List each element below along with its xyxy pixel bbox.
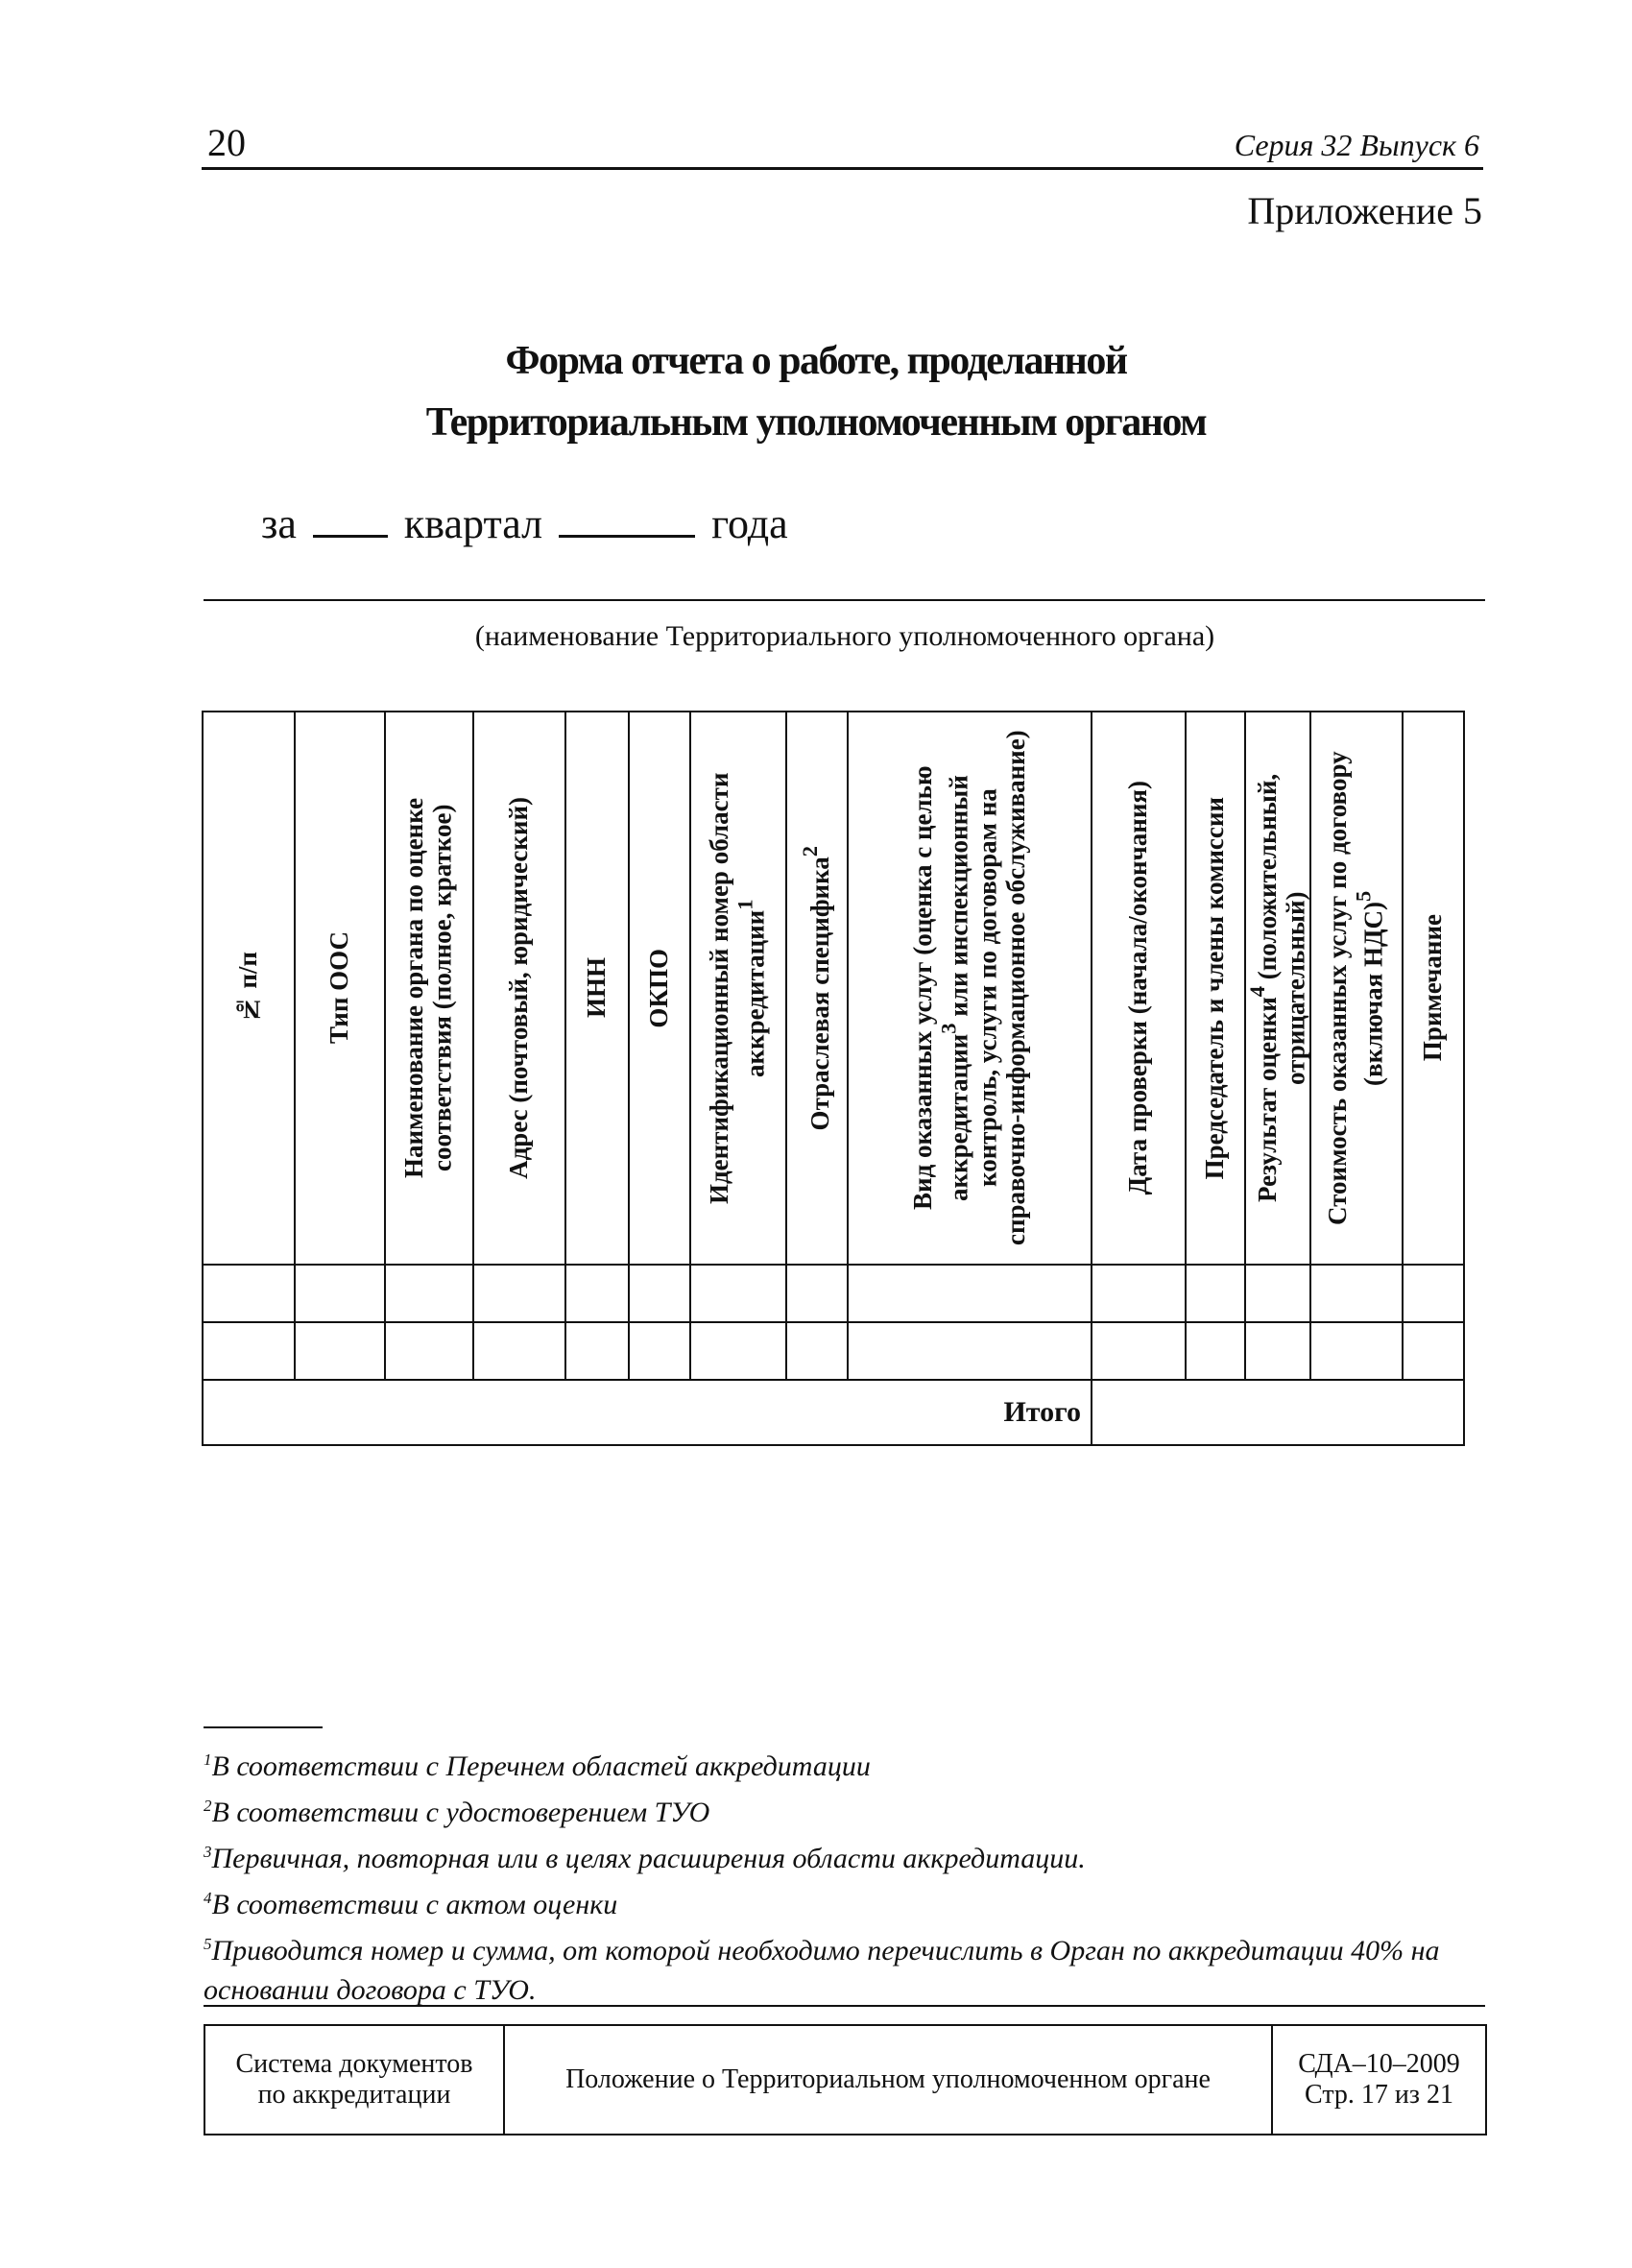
table-cell bbox=[848, 1265, 1092, 1322]
footer-system-cell bbox=[204, 2025, 504, 2135]
footer-page-info: Стр. 17 из 21 bbox=[1305, 2080, 1453, 2110]
footnote-item bbox=[204, 1740, 1480, 1786]
col-header-number bbox=[203, 712, 295, 1265]
col-header-notes bbox=[1403, 712, 1464, 1265]
table-cell bbox=[786, 1265, 848, 1322]
col-header-oos-type bbox=[295, 712, 385, 1265]
table-cell bbox=[1245, 1322, 1310, 1380]
series-label: Серия 32 Выпуск 6 bbox=[1234, 128, 1479, 162]
page-header bbox=[202, 113, 1483, 170]
footer-row bbox=[204, 2025, 1486, 2135]
footer-document-title: Положение о Территориальном уполномоченном органе bbox=[504, 2025, 1272, 2135]
table-cell bbox=[1403, 1265, 1464, 1322]
footer-system-line-2: по аккредитации bbox=[257, 2080, 451, 2110]
org-name-line bbox=[204, 599, 1485, 601]
col-header-cost bbox=[1310, 712, 1403, 1265]
table-cell bbox=[1092, 1265, 1186, 1322]
footnote-number: 1 bbox=[204, 1750, 212, 1769]
footer-system-line-1: Система документов bbox=[235, 2049, 473, 2079]
table-cell bbox=[203, 1265, 295, 1322]
table-cell bbox=[295, 1265, 385, 1322]
report-table bbox=[202, 711, 1465, 1446]
table-cell bbox=[1186, 1322, 1245, 1380]
footnotes bbox=[204, 1740, 1480, 2010]
table-cell bbox=[565, 1265, 629, 1322]
table-cell bbox=[385, 1322, 473, 1380]
col-header-okpo bbox=[629, 712, 690, 1265]
table-row bbox=[203, 1265, 1464, 1322]
period-prefix: за bbox=[261, 500, 297, 547]
table-cell bbox=[786, 1322, 848, 1380]
title-line-1: Форма отчета о работе, проделанной bbox=[505, 339, 1127, 383]
col-header-inn bbox=[565, 712, 629, 1265]
total-label: Итого bbox=[203, 1380, 1092, 1445]
footer-doc-code: СДА–10–2009 bbox=[1298, 2049, 1460, 2079]
footnote-separator bbox=[204, 1726, 323, 1728]
col-header-oos-type-label: Тип ООС bbox=[324, 931, 354, 1045]
col-header-industry bbox=[786, 712, 848, 1265]
period-line bbox=[261, 499, 788, 548]
footnote-ref-4: 4 bbox=[1245, 986, 1269, 998]
footnote-item bbox=[204, 1832, 1480, 1878]
footnote-text: В соответствии с актом оценки bbox=[211, 1889, 618, 1920]
col-header-body-name bbox=[385, 712, 473, 1265]
table-cell bbox=[295, 1322, 385, 1380]
footnote-ref-2: 2 bbox=[798, 845, 823, 857]
table-cell bbox=[629, 1322, 690, 1380]
footnote-item bbox=[204, 1878, 1480, 1924]
col-header-inspection-date-label: Дата проверки (начала/окончания) bbox=[1123, 781, 1153, 1195]
footer-table bbox=[204, 2024, 1487, 2135]
footnote-number: 3 bbox=[204, 1843, 212, 1861]
col-header-notes-label: Примечание bbox=[1418, 914, 1448, 1062]
period-suffix: года bbox=[711, 500, 788, 547]
col-header-service-type bbox=[848, 712, 1092, 1265]
footnote-ref-5: 5 bbox=[1352, 890, 1376, 902]
footnote-text: В соответствии с удостоверением ТУО bbox=[211, 1797, 710, 1828]
col-header-accreditation-id bbox=[690, 712, 786, 1265]
table-cell bbox=[565, 1322, 629, 1380]
table-cell bbox=[1092, 1322, 1186, 1380]
footnote-number: 2 bbox=[204, 1797, 212, 1815]
org-name-caption: (наименование Территориального уполномоченного органа) bbox=[474, 620, 1215, 652]
table-cell bbox=[1245, 1265, 1310, 1322]
table-cell bbox=[1186, 1265, 1245, 1322]
table-cell bbox=[203, 1322, 295, 1380]
col-header-cost-label: Стоимость оказанных услуг по договору (включая НДС) bbox=[1323, 751, 1388, 1225]
table-cell bbox=[848, 1322, 1092, 1380]
title-line-2: Территориальным уполномоченным органом bbox=[425, 400, 1207, 445]
table-cell bbox=[1403, 1322, 1464, 1380]
col-header-service-type-label-b: или инспекционный контроль, услуги по договорам на справочно-информационное обслуживание) bbox=[944, 730, 1030, 1246]
col-header-okpo-label: ОКПО bbox=[644, 948, 674, 1028]
table-cell bbox=[690, 1265, 786, 1322]
col-header-number-label: № п/п bbox=[233, 952, 263, 1025]
table-row bbox=[203, 1322, 1464, 1380]
footnote-text: В соответствии с Перечнем областей аккредитации bbox=[211, 1750, 871, 1782]
footnote-number: 4 bbox=[204, 1889, 212, 1907]
col-header-result bbox=[1245, 712, 1310, 1265]
footer-separator bbox=[204, 2005, 1485, 2007]
footnote-ref-1: 1 bbox=[733, 899, 757, 910]
footer-doc-code-cell bbox=[1272, 2025, 1486, 2135]
col-header-result-label-b: (положительный, отрицательный) bbox=[1253, 773, 1310, 1085]
col-header-address-label: Адрес (почтовый, юридический) bbox=[504, 797, 534, 1179]
table-cell bbox=[629, 1265, 690, 1322]
table-cell bbox=[1310, 1322, 1403, 1380]
table-cell bbox=[385, 1265, 473, 1322]
table-cell bbox=[1310, 1265, 1403, 1322]
total-row bbox=[203, 1380, 1464, 1445]
footnote-ref-3: 3 bbox=[936, 1023, 961, 1034]
footnote-item bbox=[204, 1786, 1480, 1832]
table-cell bbox=[690, 1322, 786, 1380]
table-header-row bbox=[203, 712, 1464, 1265]
col-header-result-label-a: Результат оценки bbox=[1253, 997, 1282, 1203]
year-blank bbox=[559, 502, 695, 538]
col-header-commission bbox=[1186, 712, 1245, 1265]
col-header-inn-label: ИНН bbox=[582, 957, 612, 1019]
quarter-blank bbox=[313, 502, 388, 538]
footnote-number: 5 bbox=[204, 1935, 212, 1953]
table-cell bbox=[473, 1265, 565, 1322]
col-header-address bbox=[473, 712, 565, 1265]
col-header-service-type-label-a: Вид оказанных услуг (оценка с целью аккредитации bbox=[907, 765, 973, 1211]
table-cell bbox=[473, 1322, 565, 1380]
col-header-inspection-date bbox=[1092, 712, 1186, 1265]
footnote-text: Первичная, повторная или в целях расширения области аккредитации. bbox=[211, 1843, 1086, 1874]
period-middle: квартал bbox=[403, 500, 543, 547]
appendix-label: Приложение 5 bbox=[1247, 189, 1482, 232]
footnote-item bbox=[204, 1924, 1480, 2010]
col-header-industry-label: Отраслевая специфика bbox=[805, 857, 835, 1131]
page-number: 20 bbox=[207, 121, 246, 164]
col-header-commission-label: Председатель и члены комиссии bbox=[1200, 796, 1230, 1180]
total-value-cell bbox=[1092, 1380, 1464, 1445]
col-header-body-name-label: Наименование органа по оценке соответствия (полное, краткое) bbox=[399, 797, 457, 1179]
col-header-accreditation-id-label: Идентификационный номер области аккредитации bbox=[705, 772, 770, 1204]
footnote-text: Приводится номер и сумма, от которой необходимо перечислить в Орган по аккредитации 40% на основании договора с ТУО. bbox=[204, 1935, 1440, 2006]
